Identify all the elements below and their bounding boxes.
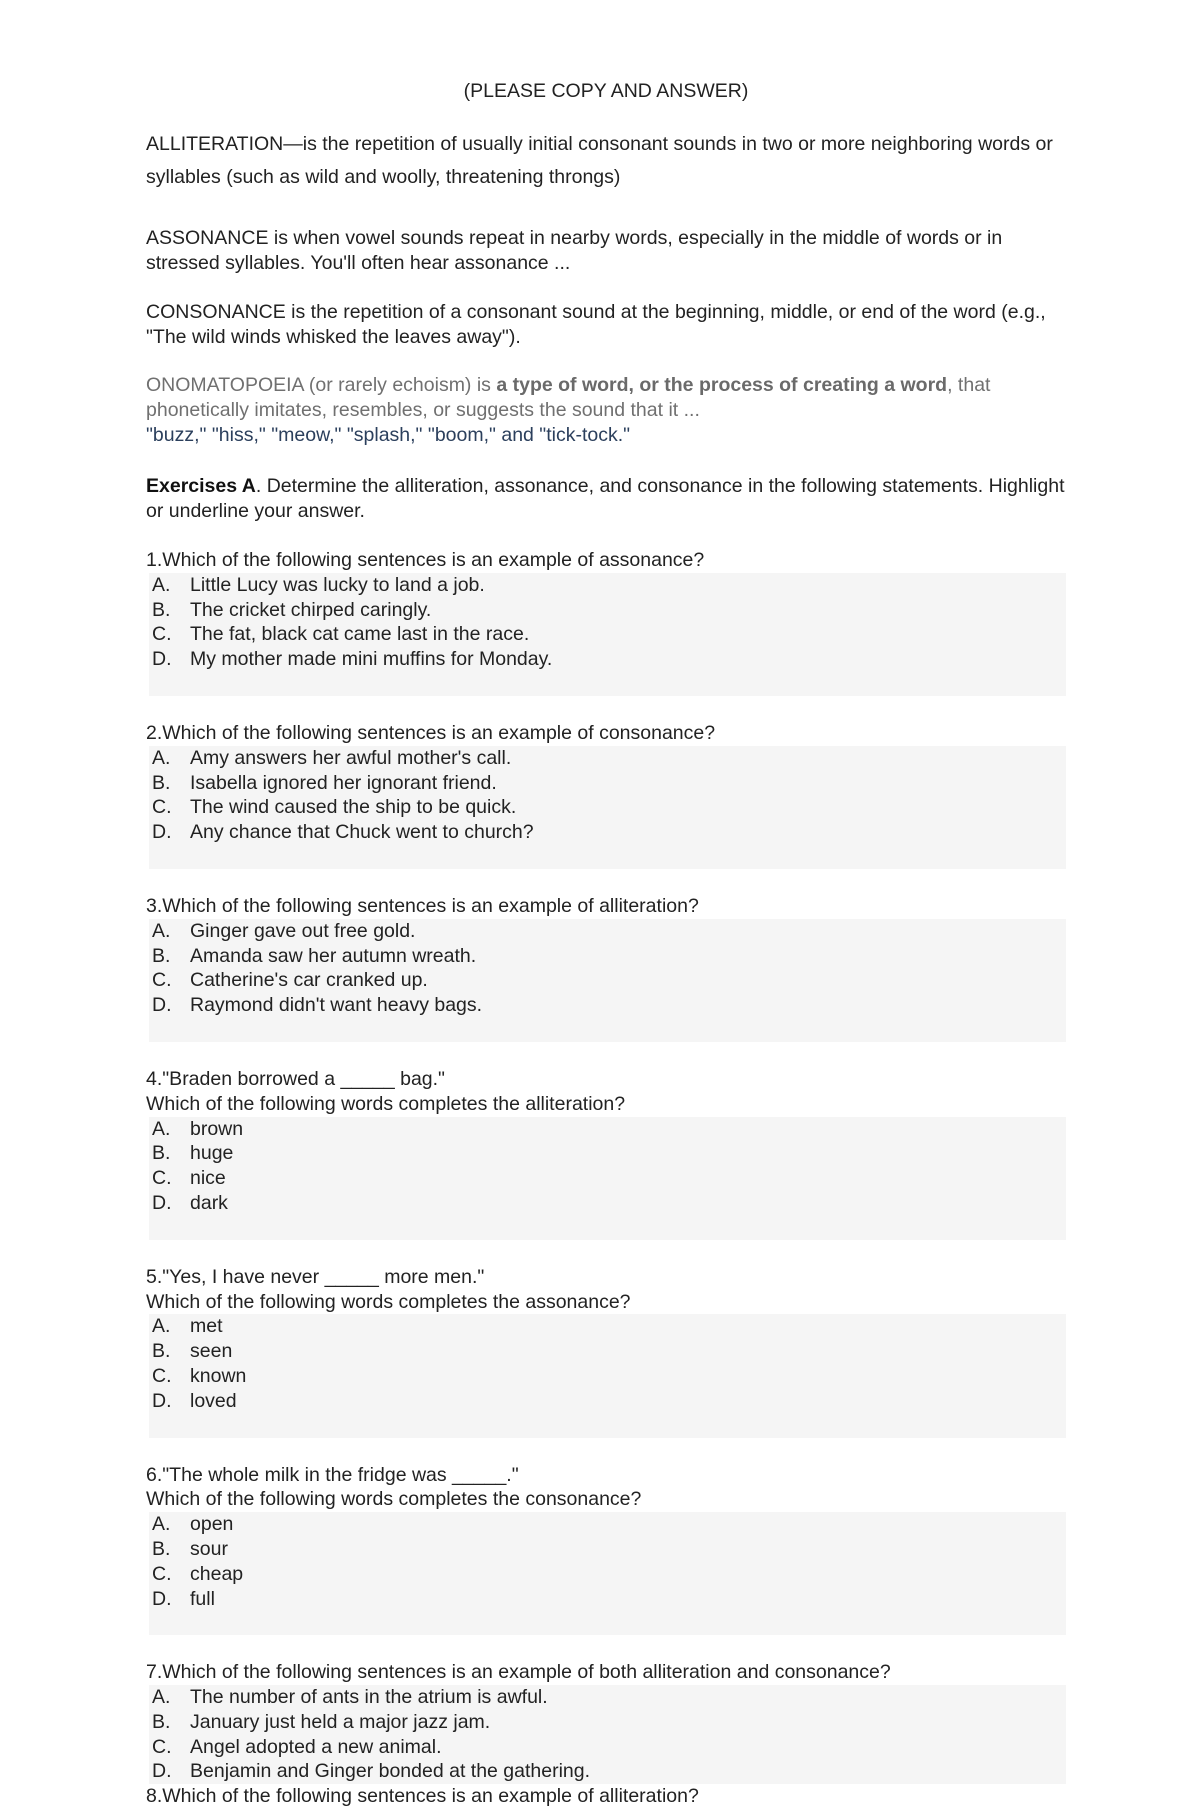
answer-option[interactable] — [149, 771, 1066, 796]
question-text: 5."Yes, I have never _____ more men." — [146, 1265, 485, 1288]
answer-option[interactable] — [149, 622, 1066, 647]
answer-option[interactable] — [149, 1562, 1066, 1587]
option-text: The number of ants in the atrium is awful. — [190, 1686, 548, 1709]
option-letter: B. — [152, 1142, 171, 1165]
answer-options — [149, 746, 1066, 869]
option-text: sour — [190, 1537, 228, 1560]
option-letter: C. — [152, 796, 172, 819]
answer-options — [149, 919, 1066, 1042]
option-letter: D. — [152, 1760, 172, 1783]
option-text: known — [190, 1364, 247, 1387]
option-text: open — [190, 1513, 234, 1536]
exercise-instructions — [146, 474, 1066, 524]
answer-options — [149, 573, 1066, 696]
answer-option[interactable] — [149, 1339, 1066, 1364]
option-letter: C. — [152, 1167, 172, 1190]
answer-option[interactable] — [149, 1364, 1066, 1389]
option-text: Ginger gave out free gold. — [190, 919, 416, 942]
answer-option[interactable] — [149, 1537, 1066, 1562]
consonance-definition: CONSONANCE is the repetition of a consonant sound at the beginning, middle, or end of the word (e.g., "The wild winds whisked the leaves away"). — [146, 301, 1046, 348]
option-text: Catherine's car cranked up. — [190, 969, 428, 992]
question-2 — [146, 721, 1066, 869]
question-7 — [146, 1660, 1066, 1784]
question-1 — [146, 548, 1066, 696]
option-letter: D. — [152, 1587, 172, 1610]
question-text: Which of the following words completes the alliteration? — [146, 1092, 626, 1115]
answer-option[interactable] — [149, 746, 1066, 771]
answer-option[interactable] — [149, 573, 1066, 598]
question-5 — [146, 1265, 1066, 1438]
exercise-label: Exercises A — [146, 475, 256, 497]
option-text: Isabella ignored her ignorant friend. — [190, 771, 497, 794]
question-text: 8.Which of the following sentences is an example of alliteration? — [146, 1785, 699, 1808]
answer-option[interactable] — [149, 968, 1066, 993]
option-letter: B. — [152, 1710, 171, 1733]
option-letter: B. — [152, 944, 171, 967]
option-text: My mother made mini muffins for Monday. — [190, 648, 553, 671]
option-letter: C. — [152, 969, 172, 992]
option-text: Any chance that Chuck went to church? — [190, 821, 534, 844]
onomatopoeia-examples: "buzz," "hiss," "meow," "splash," "boom," and "tick-tock." — [146, 424, 631, 446]
answer-options — [149, 1685, 1066, 1784]
question-4 — [146, 1067, 1066, 1240]
answer-option[interactable] — [149, 1710, 1066, 1735]
option-text: The cricket chirped caringly. — [190, 598, 432, 621]
option-letter: D. — [152, 1191, 172, 1214]
question-6 — [146, 1463, 1066, 1636]
answer-option[interactable] — [149, 647, 1066, 672]
question-text: 1.Which of the following sentences is an example of assonance? — [146, 549, 705, 571]
option-text: Little Lucy was lucky to land a job. — [190, 573, 485, 596]
option-text: met — [190, 1315, 223, 1338]
page-title: (PLEASE COPY AND ANSWER) — [463, 80, 749, 102]
option-letter: A. — [152, 919, 171, 942]
question-text: 2.Which of the following sentences is an example of consonance? — [146, 721, 716, 744]
question-3 — [146, 894, 1066, 1042]
question-list — [146, 548, 1066, 1809]
option-letter: B. — [152, 598, 171, 621]
answer-option[interactable] — [149, 1389, 1066, 1414]
answer-options — [149, 1314, 1066, 1437]
option-text: Benjamin and Ginger bonded at the gathering. — [190, 1760, 591, 1783]
option-text: brown — [190, 1117, 244, 1140]
option-letter: C. — [152, 1364, 172, 1387]
option-text: Raymond didn't want heavy bags. — [190, 994, 483, 1017]
answer-option[interactable] — [149, 944, 1066, 969]
answer-option[interactable] — [149, 919, 1066, 944]
option-text: loved — [190, 1389, 237, 1412]
alliteration-definition: ALLITERATION—is the repetition of usually initial consonant sounds in two or more neighboring words or syllables (such as wild and woolly, threatening throngs) — [146, 133, 1053, 188]
question-text: Which of the following words completes the assonance? — [146, 1290, 631, 1313]
answer-option[interactable] — [149, 1166, 1066, 1191]
option-letter: A. — [152, 1686, 171, 1709]
answer-option[interactable] — [149, 1117, 1066, 1142]
option-text: The fat, black cat came last in the race. — [190, 623, 530, 646]
answer-option[interactable] — [149, 795, 1066, 820]
option-text: The wind caused the ship to be quick. — [190, 796, 517, 819]
option-letter: C. — [152, 623, 172, 646]
answer-option[interactable] — [149, 1587, 1066, 1612]
onomatopoeia-text-start: ONOMATOPOEIA (or rarely echoism) is — [146, 374, 497, 396]
option-letter: B. — [152, 1340, 171, 1363]
option-letter: D. — [152, 994, 172, 1017]
option-text: Amy answers her awful mother's call. — [190, 746, 512, 769]
option-letter: A. — [152, 1513, 171, 1536]
option-letter: C. — [152, 1562, 172, 1585]
onomatopoeia-text-end: , that phonetically imitates, resembles, or suggests the sound that it ... — [146, 374, 991, 421]
onomatopoeia-text-bold: a type of word, or the process of creating a word — [496, 374, 948, 396]
answer-option[interactable] — [149, 1759, 1066, 1784]
answer-option[interactable] — [149, 598, 1066, 623]
option-letter: B. — [152, 771, 171, 794]
option-letter: A. — [152, 746, 171, 769]
question-text: 6."The whole milk in the fridge was _____." — [146, 1463, 519, 1486]
answer-option[interactable] — [149, 1141, 1066, 1166]
option-text: dark — [190, 1191, 228, 1214]
onomatopoeia-definition — [146, 373, 1066, 448]
answer-option[interactable] — [149, 1191, 1066, 1216]
assonance-definition: ASSONANCE is when vowel sounds repeat in nearby words, especially in the middle of words or in stressed syllables. You'll often hear assonance ... — [146, 227, 1003, 274]
option-text: January just held a major jazz jam. — [190, 1710, 491, 1733]
answer-option[interactable] — [149, 1314, 1066, 1339]
option-letter: C. — [152, 1735, 172, 1758]
option-text: cheap — [190, 1562, 244, 1585]
option-letter: D. — [152, 821, 172, 844]
question-text: Which of the following words completes the consonance? — [146, 1488, 642, 1511]
answer-option[interactable] — [149, 1512, 1066, 1537]
answer-option[interactable] — [149, 1685, 1066, 1710]
option-text: huge — [190, 1142, 234, 1165]
question-text: 7.Which of the following sentences is an example of both alliteration and consonance? — [146, 1661, 891, 1684]
option-letter: A. — [152, 1315, 171, 1338]
option-letter: B. — [152, 1537, 171, 1560]
answer-option[interactable] — [149, 1735, 1066, 1760]
answer-options — [149, 1512, 1066, 1635]
question-8 — [146, 1784, 1066, 1809]
question-text: 4."Braden borrowed a _____ bag." — [146, 1067, 445, 1090]
question-text: 3.Which of the following sentences is an example of alliteration? — [146, 894, 699, 917]
option-text: full — [190, 1587, 215, 1610]
option-text: Amanda saw her autumn wreath. — [190, 944, 477, 967]
answer-options — [149, 1117, 1066, 1240]
option-text: nice — [190, 1167, 226, 1190]
option-letter: A. — [152, 1117, 171, 1140]
option-letter: D. — [152, 1389, 172, 1412]
answer-option[interactable] — [149, 993, 1066, 1018]
answer-option[interactable] — [149, 820, 1066, 845]
option-text: Angel adopted a new animal. — [190, 1735, 442, 1758]
option-text: seen — [190, 1340, 233, 1363]
option-letter: A. — [152, 573, 171, 596]
exercise-text: . Determine the alliteration, assonance, and consonance in the following statements. Highlight or underline your answer. — [146, 475, 1065, 522]
option-letter: D. — [152, 648, 172, 671]
